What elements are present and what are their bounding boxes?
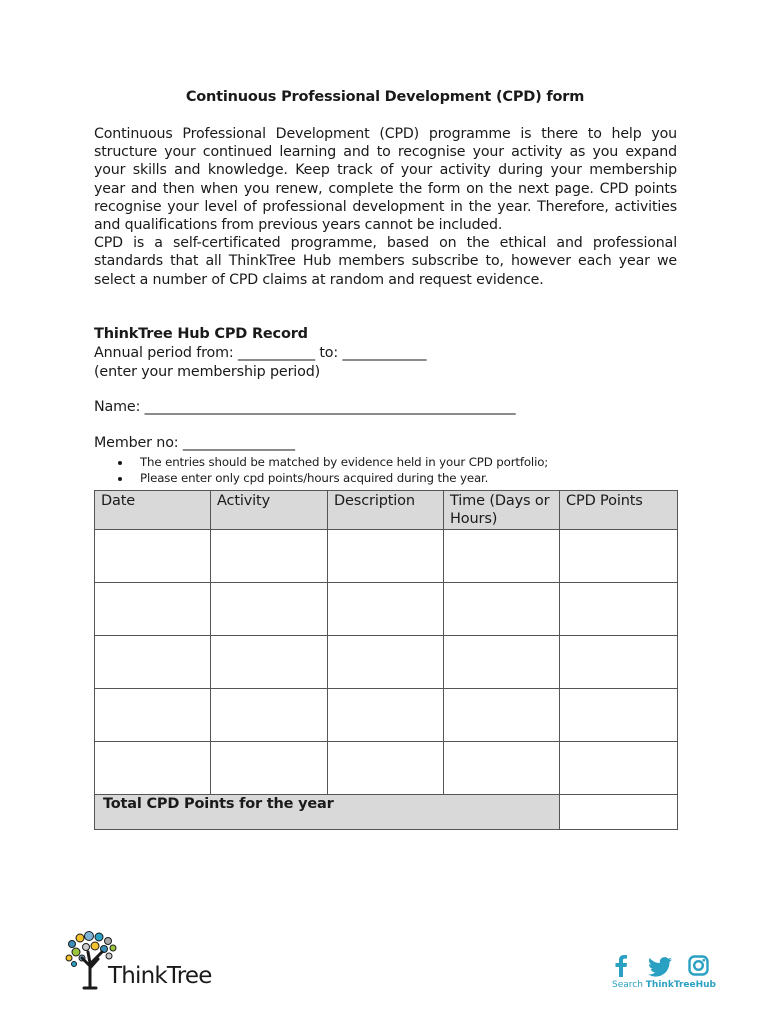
table-row xyxy=(95,583,678,636)
cpd-points-cell[interactable] xyxy=(560,530,678,583)
instructions-list xyxy=(94,454,548,486)
time-cell[interactable] xyxy=(444,583,560,636)
instagram-icon[interactable] xyxy=(688,955,709,976)
intro-text xyxy=(94,125,677,289)
table-row xyxy=(95,636,678,689)
column-header-description: Description xyxy=(328,491,444,530)
activity-cell[interactable] xyxy=(211,689,328,742)
twitter-icon[interactable] xyxy=(648,957,672,977)
time-cell[interactable] xyxy=(444,530,560,583)
description-cell[interactable] xyxy=(328,530,444,583)
facebook-icon[interactable] xyxy=(614,955,628,977)
description-cell[interactable] xyxy=(328,583,444,636)
social-links xyxy=(610,955,720,979)
total-points-cell[interactable] xyxy=(560,795,678,830)
form-title: Continuous Professional Development (CPD) form xyxy=(185,89,585,105)
name-field[interactable]: Name: _____________________________________________________ xyxy=(94,399,516,415)
column-header-time: Time (Days or Hours) xyxy=(444,491,560,530)
membership-period-note: (enter your membership period) xyxy=(94,364,321,380)
description-cell[interactable] xyxy=(328,689,444,742)
table-header-row xyxy=(95,491,678,530)
search-handle[interactable]: ThinkTreeHub xyxy=(645,980,716,990)
total-points-label: Total CPD Points for the year xyxy=(95,795,560,830)
table-row xyxy=(95,742,678,795)
date-cell[interactable] xyxy=(95,742,211,795)
table-row xyxy=(95,689,678,742)
table-row xyxy=(95,530,678,583)
activity-cell[interactable] xyxy=(211,742,328,795)
total-row xyxy=(95,795,678,830)
instruction-item: The entries should be matched by evidence held in your CPD portfolio; xyxy=(94,454,548,470)
activity-cell[interactable] xyxy=(211,636,328,689)
cpd-points-cell[interactable] xyxy=(560,583,678,636)
date-cell[interactable] xyxy=(95,689,211,742)
time-cell[interactable] xyxy=(444,636,560,689)
record-heading: ThinkTree Hub CPD Record xyxy=(94,326,308,342)
intro-paragraph-2: CPD is a self-certificated programme, based on the ethical and professional standards that all ThinkTree Hub members subscribe to, however each year we select a number of CPD claims at random and request evidence. xyxy=(94,235,677,288)
date-cell[interactable] xyxy=(95,530,211,583)
activity-cell[interactable] xyxy=(211,583,328,636)
member-number-field[interactable]: Member no: ________________ xyxy=(94,435,295,451)
column-header-activity: Activity xyxy=(211,491,328,530)
cpd-record-table xyxy=(94,490,678,830)
cpd-points-cell[interactable] xyxy=(560,742,678,795)
search-prefix: Search xyxy=(612,980,643,990)
description-cell[interactable] xyxy=(328,742,444,795)
cpd-points-cell[interactable] xyxy=(560,636,678,689)
description-cell[interactable] xyxy=(328,636,444,689)
date-cell[interactable] xyxy=(95,583,211,636)
column-header-cpd-points: CPD Points xyxy=(560,491,678,530)
intro-paragraph-1: Continuous Professional Development (CPD) programme is there to help you structure your continued learning and to recognise your activity as you expand your skills and knowledge. Keep track of your activity during your membership year and then when you renew, complete the form on the next page. CPD points recognise your level of professional development in the year. Therefore, activities and qualifications from previous years cannot be included. xyxy=(94,126,677,234)
cpd-points-cell[interactable] xyxy=(560,689,678,742)
column-header-date: Date xyxy=(95,491,211,530)
date-cell[interactable] xyxy=(95,636,211,689)
time-cell[interactable] xyxy=(444,689,560,742)
time-cell[interactable] xyxy=(444,742,560,795)
activity-cell[interactable] xyxy=(211,530,328,583)
brand-name: ThinkTree xyxy=(108,963,212,989)
search-handle-text xyxy=(612,980,716,990)
instruction-item: Please enter only cpd points/hours acquired during the year. xyxy=(94,470,548,486)
annual-period-field[interactable]: Annual period from: ___________ to: ____________ xyxy=(94,345,427,361)
